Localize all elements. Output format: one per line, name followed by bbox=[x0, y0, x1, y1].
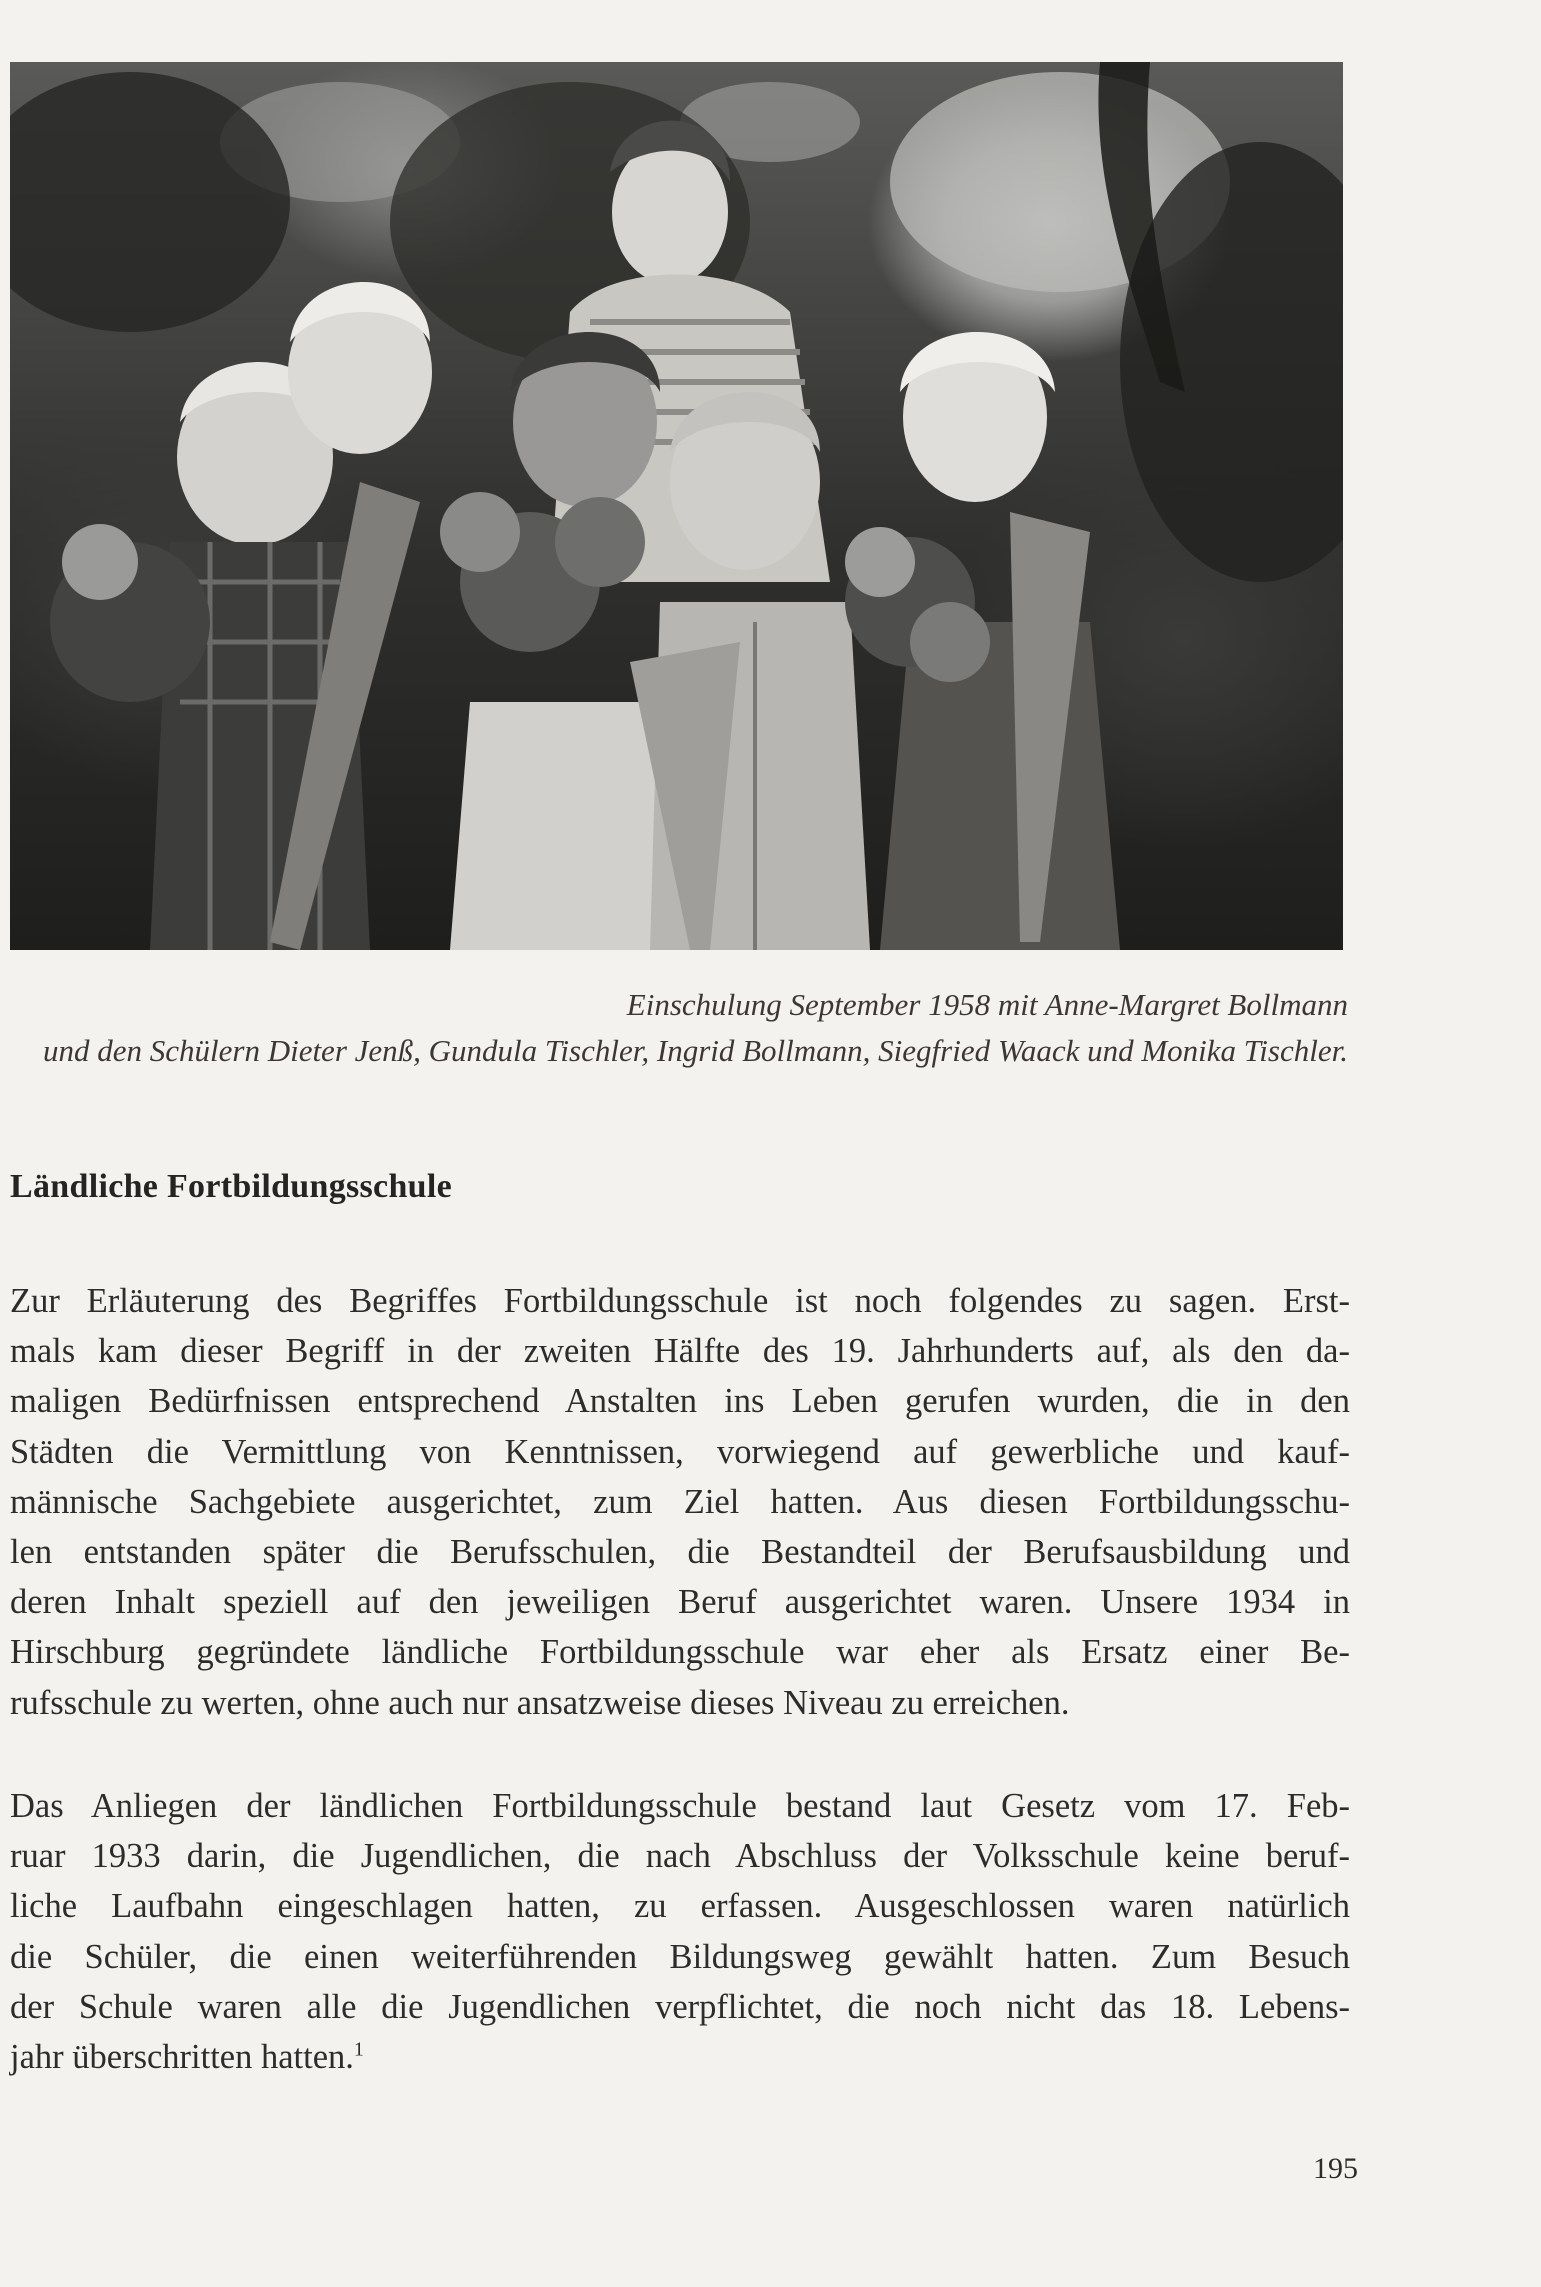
page-number: 195 bbox=[1313, 2152, 1358, 2185]
paragraph-line: männische Sachgebiete ausgerichtet, zum Ziel hatten. Aus diesen Fortbildungsschu- bbox=[10, 1482, 1350, 1521]
paragraph-line: Das Anliegen der ländlichen Fortbildungsschule bestand laut Gesetz vom 17. Feb- bbox=[10, 1787, 1350, 1825]
paragraph-line: maligen Bedürfnissen entsprechend Anstalten ins Leben gerufen wurden, die in den bbox=[10, 1382, 1350, 1421]
paragraph-line: die Schüler, die einen weiterführenden Bildungsweg gewählt hatten. Zum Besuch bbox=[10, 1937, 1350, 1976]
paragraph-line: Zur Erläuterung des Begriffes Fortbildungsschule ist noch folgendes zu sagen. Erst- bbox=[10, 1282, 1350, 1320]
paragraph-line: der Schule waren alle die Jugendlichen verpflichtet, die noch nicht das 18. Lebens- bbox=[10, 1987, 1350, 2026]
paragraph-line: ruar 1933 darin, die Jugendlichen, die nach Abschluss der Volksschule keine beruf- bbox=[10, 1837, 1350, 1876]
paragraph-line: deren Inhalt speziell auf den jeweiligen Beruf ausgerichtet waren. Unsere 1934 in bbox=[10, 1583, 1350, 1622]
footnote-marker[interactable]: 1 bbox=[353, 2038, 364, 2061]
paragraph-line: rufsschule zu werten, ohne auch nur ansatzweise dieses Niveau zu erreichen. bbox=[10, 1683, 1070, 1722]
paragraph-line: mals kam dieser Begriff in der zweiten Hälfte des 19. Jahrhunderts auf, als den da- bbox=[10, 1332, 1350, 1371]
caption-line-2: und den Schülern Dieter Jenß, Gundula Tischler, Ingrid Bollmann, Siegfried Waack und Monika Tischler. bbox=[42, 1033, 1348, 1068]
paragraph-2 bbox=[10, 1781, 1350, 2082]
paragraph-line-last bbox=[10, 2032, 1350, 2082]
section-heading: Ländliche Fortbildungsschule bbox=[10, 1168, 452, 1205]
paragraph-line-text: jahr überschritten hatten. bbox=[10, 2037, 354, 2076]
school-enrollment-photo bbox=[10, 62, 1343, 950]
paragraph-line: Städten die Vermittlung von Kenntnissen, vorwiegend auf gewerbliche und kauf- bbox=[10, 1432, 1350, 1471]
paragraph-line: liche Laufbahn eingeschlagen hatten, zu erfassen. Ausgeschlossen waren natürlich bbox=[10, 1887, 1350, 1926]
photo-image-icon bbox=[10, 62, 1343, 950]
photo-caption bbox=[28, 982, 1348, 1074]
paragraph-1 bbox=[10, 1276, 1350, 1728]
paragraph-line: Hirschburg gegründete ländliche Fortbildungsschule war eher als Ersatz einer Be- bbox=[10, 1633, 1350, 1672]
caption-line-1: Einschulung September 1958 mit Anne-Margret Bollmann bbox=[626, 987, 1348, 1022]
paragraph-line: len entstanden später die Berufsschulen, die Bestandteil der Berufsausbildung und bbox=[10, 1532, 1350, 1571]
